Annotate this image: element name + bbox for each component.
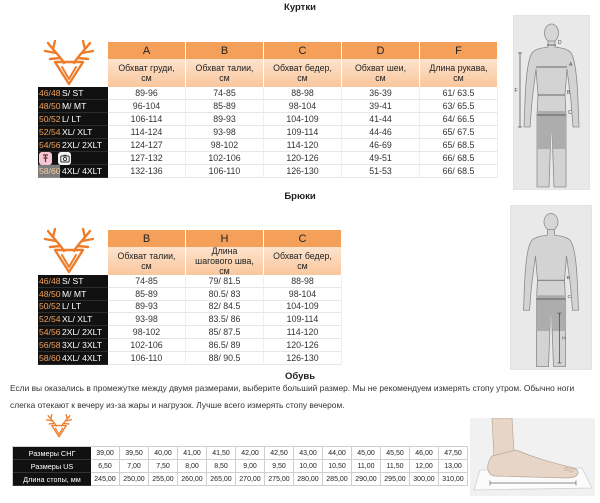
table-cell: 255,00 bbox=[149, 473, 178, 486]
size-intl: XL/ XLT bbox=[62, 314, 93, 325]
column-letter: H bbox=[186, 230, 264, 247]
size-cell bbox=[38, 313, 108, 326]
table-cell: 82/ 84.5 bbox=[186, 301, 264, 314]
table-cell: 96-104 bbox=[108, 100, 186, 113]
table-cell: 41,50 bbox=[207, 447, 236, 460]
size-ru: 50/52 bbox=[39, 301, 61, 312]
table-cell: 285,00 bbox=[323, 473, 352, 486]
table-cell: 260,00 bbox=[178, 473, 207, 486]
size-cell bbox=[38, 113, 108, 126]
size-ru: 46/48 bbox=[39, 88, 61, 98]
table-cell: 85-89 bbox=[108, 288, 186, 301]
table-cell: 36-39 bbox=[342, 87, 420, 100]
table-cell: 41-44 bbox=[342, 113, 420, 126]
size-cell bbox=[38, 139, 108, 152]
table-cell: 114-120 bbox=[264, 326, 342, 339]
size-intl: L/ LT bbox=[62, 114, 81, 124]
table-cell: 7,50 bbox=[149, 460, 178, 473]
table-cell: 85-89 bbox=[186, 100, 264, 113]
column-header bbox=[108, 59, 186, 87]
size-cell bbox=[38, 275, 108, 288]
table-cell: 126-130 bbox=[264, 165, 342, 178]
pants-title: Брюки bbox=[284, 191, 316, 202]
shoe-size-table bbox=[12, 446, 468, 486]
figure-label-waist: B bbox=[567, 90, 571, 96]
camera-icon[interactable] bbox=[58, 152, 71, 165]
size-intl: M/ MT bbox=[62, 101, 87, 111]
figure-label-inseam: H bbox=[562, 336, 566, 342]
column-letter: B bbox=[108, 230, 186, 247]
shoe-sizing-note: Если вы оказались в промежутке между двумя размерами, выберите больший размер. Мы не рекомендуем измерять стопу утром. Обычно ноги слегка отекают к вечеру из-за жары и нагрузок. Лучше всего измерять стопу вечером. bbox=[10, 383, 575, 410]
table-cell: 61/ 63.5 bbox=[420, 87, 498, 100]
table-cell: 74-85 bbox=[186, 87, 264, 100]
size-ru: 54/56 bbox=[39, 327, 61, 338]
table-cell: 44,00 bbox=[323, 447, 352, 460]
column-header-line: см bbox=[297, 73, 308, 83]
table-cell: 88-98 bbox=[264, 87, 342, 100]
size-ru: 50/52 bbox=[39, 114, 61, 124]
table-cell: 98-104 bbox=[264, 288, 342, 301]
table-cell: 66/ 68.5 bbox=[420, 165, 498, 178]
table-cell: 106-110 bbox=[186, 165, 264, 178]
table-cell: 7,00 bbox=[120, 460, 149, 473]
pants-body-measurement-figure bbox=[510, 205, 592, 370]
table-cell: 13,00 bbox=[439, 460, 468, 473]
figure-label-hips: C bbox=[567, 295, 572, 300]
size-ru: 58/60 bbox=[39, 352, 61, 363]
size-ru: 52/54 bbox=[39, 314, 61, 325]
table-cell: 40,00 bbox=[149, 447, 178, 460]
table-cell: 102-106 bbox=[186, 152, 264, 165]
table-cell: 8,50 bbox=[207, 460, 236, 473]
size-ru: 48/50 bbox=[39, 101, 61, 111]
table-cell: 9,00 bbox=[236, 460, 265, 473]
table-cell: 120-126 bbox=[264, 339, 342, 352]
size-intl: 2XL/ 2XLT bbox=[62, 140, 102, 150]
table-cell: 89-93 bbox=[186, 113, 264, 126]
column-letter: A bbox=[108, 42, 186, 59]
table-cell: 280,00 bbox=[294, 473, 323, 486]
column-header-line: Длина рукава, bbox=[429, 63, 488, 73]
table-cell: 39,50 bbox=[120, 447, 149, 460]
size-intl: 2XL/ 2XLT bbox=[62, 327, 102, 338]
table-cell: 42,00 bbox=[236, 447, 265, 460]
size-cell bbox=[38, 100, 108, 113]
column-header bbox=[264, 59, 342, 87]
column-header bbox=[264, 247, 342, 275]
table-cell: 85/ 87.5 bbox=[186, 326, 264, 339]
size-intl: M/ MT bbox=[62, 288, 87, 299]
table-cell: 106-114 bbox=[108, 113, 186, 126]
table-cell: 89-93 bbox=[108, 301, 186, 314]
column-header-line: Обхват талии, bbox=[117, 251, 176, 261]
column-header-line: см bbox=[219, 266, 230, 276]
table-cell: 46-69 bbox=[342, 139, 420, 152]
table-cell: 132-136 bbox=[108, 165, 186, 178]
size-cell bbox=[38, 326, 108, 339]
jacket-body-measurement-figure bbox=[513, 15, 590, 190]
table-cell: 106-110 bbox=[108, 352, 186, 365]
table-cell: 86.5/ 89 bbox=[186, 339, 264, 352]
table-cell: 10,50 bbox=[323, 460, 352, 473]
foot-measurement-figure bbox=[470, 418, 595, 496]
table-cell: 9,50 bbox=[265, 460, 294, 473]
table-cell: 127-132 bbox=[108, 152, 186, 165]
table-cell: 109-114 bbox=[264, 126, 342, 139]
size-intl: 4XL/ 4XLT bbox=[62, 166, 102, 176]
table-cell: 49-51 bbox=[342, 152, 420, 165]
column-header bbox=[186, 59, 264, 87]
column-header-line: Обхват шеи, bbox=[354, 63, 407, 73]
image-hover-toolbar bbox=[39, 152, 79, 166]
table-cell: 46,00 bbox=[410, 447, 439, 460]
table-cell: 45,50 bbox=[381, 447, 410, 460]
column-header-line: Длина bbox=[211, 246, 238, 256]
table-cell: 290,00 bbox=[352, 473, 381, 486]
table-cell: 109-114 bbox=[264, 313, 342, 326]
table-cell: 310,00 bbox=[439, 473, 468, 486]
size-ru: 48/50 bbox=[39, 288, 61, 299]
table-cell: 39,00 bbox=[91, 447, 120, 460]
size-ru: 56/58 bbox=[39, 339, 61, 350]
size-ru: 46/48 bbox=[39, 275, 61, 286]
column-header-line: см bbox=[375, 73, 386, 83]
table-cell: 88/ 90.5 bbox=[186, 352, 264, 365]
table-cell: 64/ 66.5 bbox=[420, 113, 498, 126]
table-cell: 66/ 68.5 bbox=[420, 152, 498, 165]
size-intl: 3XL/ 3XLT bbox=[62, 339, 102, 350]
table-cell: 275,00 bbox=[265, 473, 294, 486]
table-cell: 126-130 bbox=[264, 352, 342, 365]
table-cell: 250,00 bbox=[120, 473, 149, 486]
figure-label-neck: D bbox=[558, 40, 562, 46]
table-cell: 11,50 bbox=[381, 460, 410, 473]
figure-label-hips: C bbox=[568, 110, 572, 116]
deer-antlers-logo-icon bbox=[42, 414, 76, 438]
shoes-title: Обувь bbox=[284, 371, 316, 382]
table-cell: 51-53 bbox=[342, 165, 420, 178]
column-header-line: см bbox=[297, 261, 308, 271]
table-cell: 102-106 bbox=[108, 339, 186, 352]
table-cell: 44-46 bbox=[342, 126, 420, 139]
column-header bbox=[420, 59, 498, 87]
table-cell: 12,00 bbox=[410, 460, 439, 473]
size-cell bbox=[38, 126, 108, 139]
size-ru: 52/54 bbox=[39, 127, 61, 137]
table-cell: 8,00 bbox=[178, 460, 207, 473]
row-label: Размеры US bbox=[13, 460, 91, 473]
size-cell bbox=[38, 87, 108, 100]
table-cell: 42,50 bbox=[265, 447, 294, 460]
table-cell: 93-98 bbox=[186, 126, 264, 139]
table-cell: 6,50 bbox=[91, 460, 120, 473]
size-cell bbox=[38, 352, 108, 365]
table-cell: 43,00 bbox=[294, 447, 323, 460]
size-intl: L/ LT bbox=[62, 301, 81, 312]
size-cell bbox=[38, 288, 108, 301]
column-header-line: Обхват талии, bbox=[195, 63, 254, 73]
table-cell: 41,00 bbox=[178, 447, 207, 460]
table-cell: 124-127 bbox=[108, 139, 186, 152]
size-intl: S/ ST bbox=[62, 275, 84, 286]
size-intl: 4XL/ 4XLT bbox=[62, 352, 102, 363]
deer-antlers-logo-icon bbox=[36, 40, 102, 86]
table-cell: 270,00 bbox=[236, 473, 265, 486]
table-cell: 65/ 68.5 bbox=[420, 139, 498, 152]
table-cell: 47,50 bbox=[439, 447, 468, 460]
table-cell: 65/ 67.5 bbox=[420, 126, 498, 139]
table-cell: 89-96 bbox=[108, 87, 186, 100]
size-ru: 58/60 bbox=[39, 166, 61, 176]
table-cell: 98-102 bbox=[186, 139, 264, 152]
figure-label-waist: B bbox=[566, 276, 570, 282]
table-cell: 83.5/ 86 bbox=[186, 313, 264, 326]
column-header bbox=[186, 247, 264, 275]
column-letter: F bbox=[420, 42, 498, 59]
column-letter: C bbox=[264, 230, 342, 247]
table-cell: 104-109 bbox=[264, 113, 342, 126]
table-cell: 93-98 bbox=[108, 313, 186, 326]
table-cell: 98-102 bbox=[108, 326, 186, 339]
column-header bbox=[342, 59, 420, 87]
column-header-line: см bbox=[141, 73, 152, 83]
table-cell: 300,00 bbox=[410, 473, 439, 486]
column-letter: D bbox=[342, 42, 420, 59]
figure-label-chest: A bbox=[569, 62, 573, 68]
row-label: Размеры СНГ bbox=[13, 447, 91, 460]
table-cell: 80.5/ 83 bbox=[186, 288, 264, 301]
size-ru: 54/56 bbox=[39, 140, 61, 150]
table-cell: 74-85 bbox=[108, 275, 186, 288]
jackets-size-table bbox=[38, 42, 498, 178]
column-header bbox=[108, 247, 186, 275]
table-cell: 265,00 bbox=[207, 473, 236, 486]
column-header-line: см bbox=[141, 261, 152, 271]
table-cell: 45,00 bbox=[352, 447, 381, 460]
column-letter: B bbox=[186, 42, 264, 59]
figure-label-sleeve: F bbox=[514, 88, 518, 94]
table-cell: 295,00 bbox=[381, 473, 410, 486]
pin-save-icon[interactable] bbox=[39, 152, 52, 165]
table-cell: 79/ 81.5 bbox=[186, 275, 264, 288]
row-label: Длина стопы, мм bbox=[13, 473, 91, 486]
table-cell: 104-109 bbox=[264, 301, 342, 314]
column-header-line: см bbox=[453, 73, 464, 83]
column-header-line: Обхват груди, bbox=[118, 63, 175, 73]
size-cell bbox=[38, 301, 108, 314]
column-header-line: см bbox=[219, 73, 230, 83]
table-cell: 114-120 bbox=[264, 139, 342, 152]
size-intl: XL/ XLT bbox=[62, 127, 93, 137]
table-cell: 63/ 65.5 bbox=[420, 100, 498, 113]
column-header-line: шагового шва, bbox=[195, 256, 254, 266]
table-cell: 88-98 bbox=[264, 275, 342, 288]
table-cell: 120-126 bbox=[264, 152, 342, 165]
toolbar-backdrop bbox=[38, 165, 60, 178]
column-letter: C bbox=[264, 42, 342, 59]
table-cell: 114-124 bbox=[108, 126, 186, 139]
size-intl: S/ ST bbox=[62, 88, 84, 98]
deer-antlers-logo-icon bbox=[36, 228, 102, 274]
table-cell: 11,00 bbox=[352, 460, 381, 473]
table-cell: 10,00 bbox=[294, 460, 323, 473]
jackets-title: Куртки bbox=[284, 2, 316, 13]
table-cell: 39-41 bbox=[342, 100, 420, 113]
column-header-line: Обхват бедер, bbox=[273, 63, 332, 73]
table-cell: 98-104 bbox=[264, 100, 342, 113]
size-cell bbox=[38, 339, 108, 352]
column-header-line: Обхват бедер, bbox=[273, 251, 332, 261]
table-cell: 245,00 bbox=[91, 473, 120, 486]
